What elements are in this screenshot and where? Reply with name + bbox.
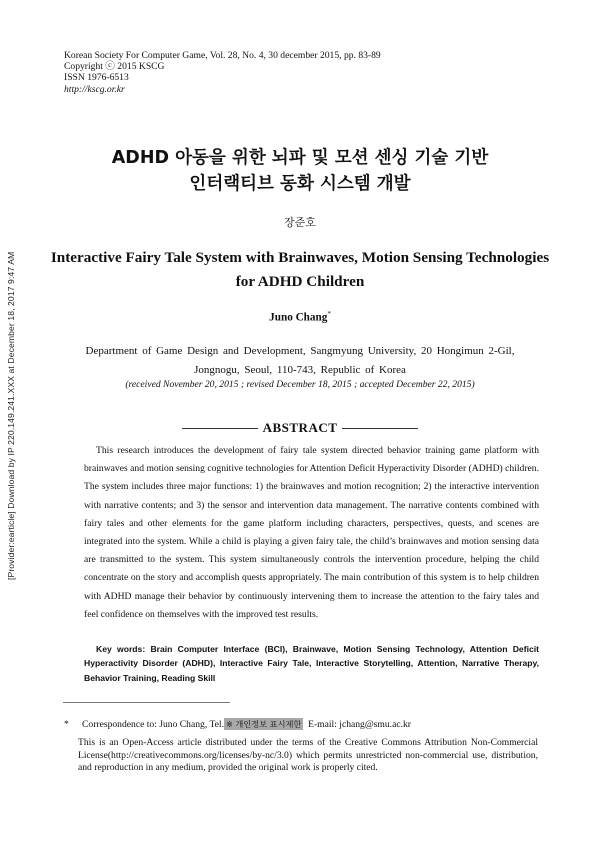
footnote-rule (63, 702, 230, 703)
affiliation-line1: Department of Game Design and Development, Sangmyung University, 20 Hongimun 2-Gil, (85, 345, 515, 357)
english-title-line1: Interactive Fairy Tale System with Brainwaves, Motion Sensing Technologies (50, 249, 550, 266)
keywords-text: Brain Computer Interface (BCI), Brainwave, Motion Sensing Technology, Attention Deficit Hyperactivity Disorder (ADHD), Interactive Fairy Tale, Interactive Storytelling, Attention, Narrative Therapy, Behavior Training, Reading Skill (84, 644, 539, 683)
journal-copyright: Copyright ⓒ 2015 KSCG (64, 61, 165, 73)
korean-title (0, 145, 600, 197)
english-author (0, 310, 600, 324)
korean-title-line1: ADHD 아동을 위한 뇌파 및 모션 센싱 기술 기반 (111, 148, 489, 168)
correspondence-email[interactable]: E-mail: jchang@smu.ac.kr (308, 719, 411, 730)
english-title-line2: for ADHD Children (235, 273, 365, 290)
submission-dates: (received November 20, 2015 ; revised December 18, 2015 ; accepted December 22, 2015) (125, 379, 475, 390)
korean-title-line2: 인터랙티브 동화 시스템 개발 (189, 174, 411, 194)
korean-author: 장준호 (284, 216, 316, 229)
license-note: This is an Open-Access article distributed under the terms of the Creative Commons Attribution Non-Commercial License(http://creativecommons.org/licenses/by-nc/3.0) which permits unrestricted non-commercial use, distribution, and reproduction in any medium, provided the original work is properly cited. (78, 737, 538, 774)
journal-header (64, 50, 381, 95)
corresponding-mark: * (327, 310, 331, 318)
correspondence-note (64, 718, 544, 732)
english-title (0, 246, 600, 294)
abstract-text: This research introduces the development of fairy tale system directed behavior training game platform with brainwaves and motion sensing cognitive technologies for Attention Deficit Hyperactivity Disorder (ADHD) children. The system includes three major functions: 1) the brainwaves and motion recognition; 2) the interactive intervention with narrative contents; and 3) the sensor and intervention data management. The narrative contents combined with fairy tales and other elements for the game platform including characters, perspectives, quests, and scenes are integrated into the system. While a child is playing a given fairy tale, the child’s brainwaves and motion sensing data are transmitted to the system. This system simultaneously controls the intervention procedure, helping the child concentrate on the story and accomplish quests appropriately. The main contribution of this system is to help children with ADHD manage their behavior by continuously intervening them to increase the attention to the fairy tales and feel confidence on themselves with the improved test results. (84, 445, 539, 620)
journal-citation: Korean Society For Computer Game, Vol. 28, No. 4, 30 december 2015, pp. 83-89 (64, 50, 381, 61)
abstract-heading: ABSTRACT (262, 420, 338, 435)
redacted-phone: ※ 개인정보 표시제한 (225, 719, 302, 729)
affiliation-line2: Jongnogu, Seoul, 110-743, Republic of Korea (194, 364, 406, 376)
download-stamp-text: [Provider:earticle] Download by IP 220.149.241.XXX at December 18, 2017 9:47 AM (6, 251, 16, 580)
author-name: Juno Chang (269, 311, 328, 324)
affiliation (80, 342, 520, 380)
journal-url[interactable]: http://kscg.or.kr (64, 83, 125, 95)
footnote-mark: * (64, 719, 69, 730)
keywords (84, 642, 539, 685)
journal-issn: ISSN 1976-6513 (64, 72, 129, 84)
correspondence-prefix: Correspondence to: Juno Chang, Tel. (82, 719, 224, 730)
keywords-label: Key words: (96, 644, 151, 654)
